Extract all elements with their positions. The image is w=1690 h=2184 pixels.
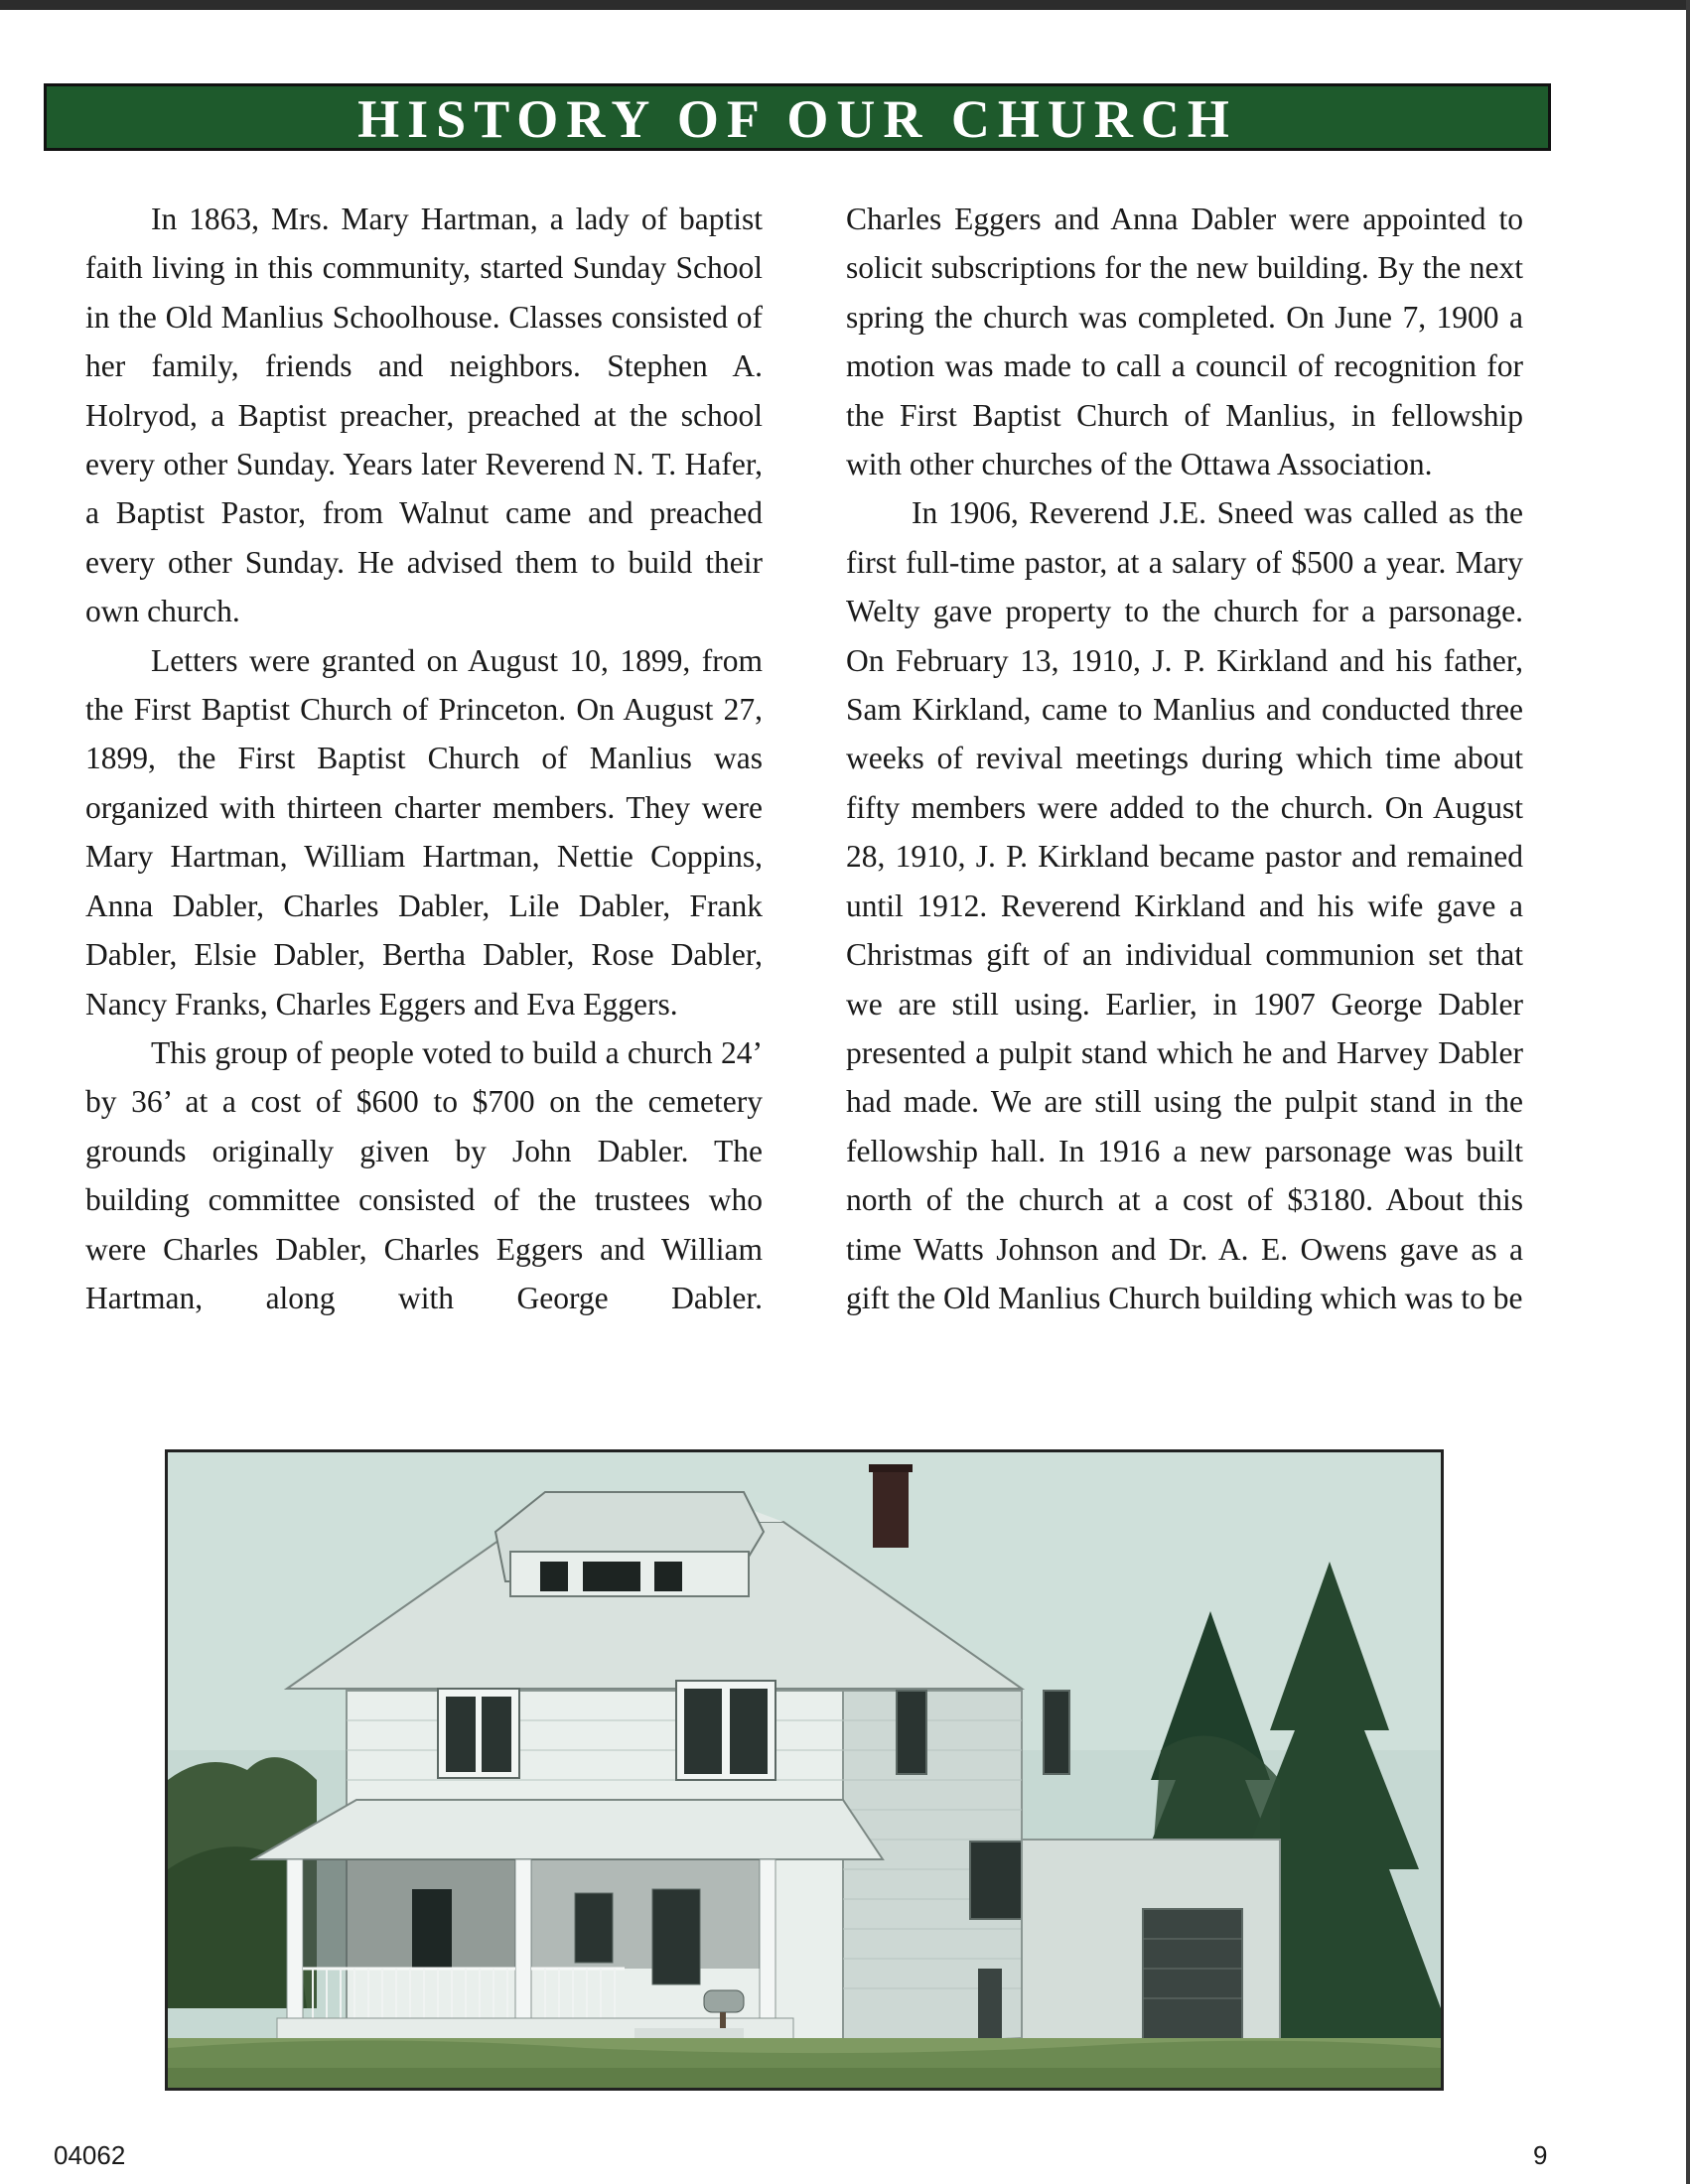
page-number: 9	[1533, 2140, 1548, 2170]
scan-edge-right	[1686, 0, 1690, 2184]
left-column	[85, 195, 763, 1322]
page-title: HISTORY OF OUR CHURCH	[357, 89, 1237, 149]
parsonage-photo	[165, 1449, 1444, 2091]
left-paragraph-2: Letters were granted on August 10, 1899, from the First Baptist Church of Princeton. On August 27, 1899, the First Baptist Church of Manlius was organized with thirteen charter members. They were Mary Hartman, William Hartman, Nettie Coppins, Anna Dabler, Charles Dabler, Lile Dabler, Frank Dabler, Elsie Dabler, Bertha Dabler, Rose Dabler, Nancy Franks, Charles Eggers and Eva Eggers.	[85, 642, 763, 1022]
house-photo-illustration	[168, 1452, 1441, 2088]
left-paragraph-3: This group of people voted to build a church 24’ by 36’ at a cost of $600 to $700 on the cemetery grounds originally given by John Dabler. The building committee consisted of the trustees who were Charles Dabler, Charles Eggers and William Hartman, along with George Dabler.	[85, 1034, 763, 1315]
right-column	[846, 195, 1523, 1322]
title-banner	[44, 83, 1551, 151]
scan-edge-top	[0, 0, 1690, 10]
document-code: 04062	[54, 2140, 126, 2170]
right-paragraph-2: In 1906, Reverend J.E. Sneed was called as the first full-time pastor, at a salary of $500 a year. Mary Welty gave property to the church for a parsonage. On February 13, 1910, J. P. Kirkland and his father, Sam Kirkland, came to Manlius and conducted three weeks of revival meetings during which time about fifty members were added to the church. On August 28, 1910, J. P. Kirkland became pastor and remained until 1912. Reverend Kirkland and his wife gave a Christmas gift of an individual communion set that we are still using. Earlier, in 1907 George Dabler presented a pulpit stand which he and Harvey Dabler had made. We are still using the pulpit stand in the fellowship hall. In 1916 a new parsonage was built north of the church at a cost of $3180. About this time Watts Johnson and Dr. A. E. Owens gave as a gift the Old Manlius Church building which was to be	[846, 495, 1523, 1315]
right-paragraph-1: Charles Eggers and Anna Dabler were appointed to solicit subscriptions for the new building. By the next spring the church was completed. On June 7, 1900 a motion was made to call a council of recognition for the First Baptist Church of Manlius, in fellowship with other churches of the Ottawa Association.	[846, 202, 1523, 482]
left-paragraph-1: In 1863, Mrs. Mary Hartman, a lady of baptist faith living in this community, started Sunday School in the Old Manlius Schoolhouse. Classes consisted of her family, friends and neighbors. Stephen A. Holryod, a Baptist preacher, preached at the school every other Sunday. Years later Reverend N. T. Hafer, a Baptist Pastor, from Walnut came and preached every other Sunday. He advised them to build their own church.	[85, 202, 763, 629]
